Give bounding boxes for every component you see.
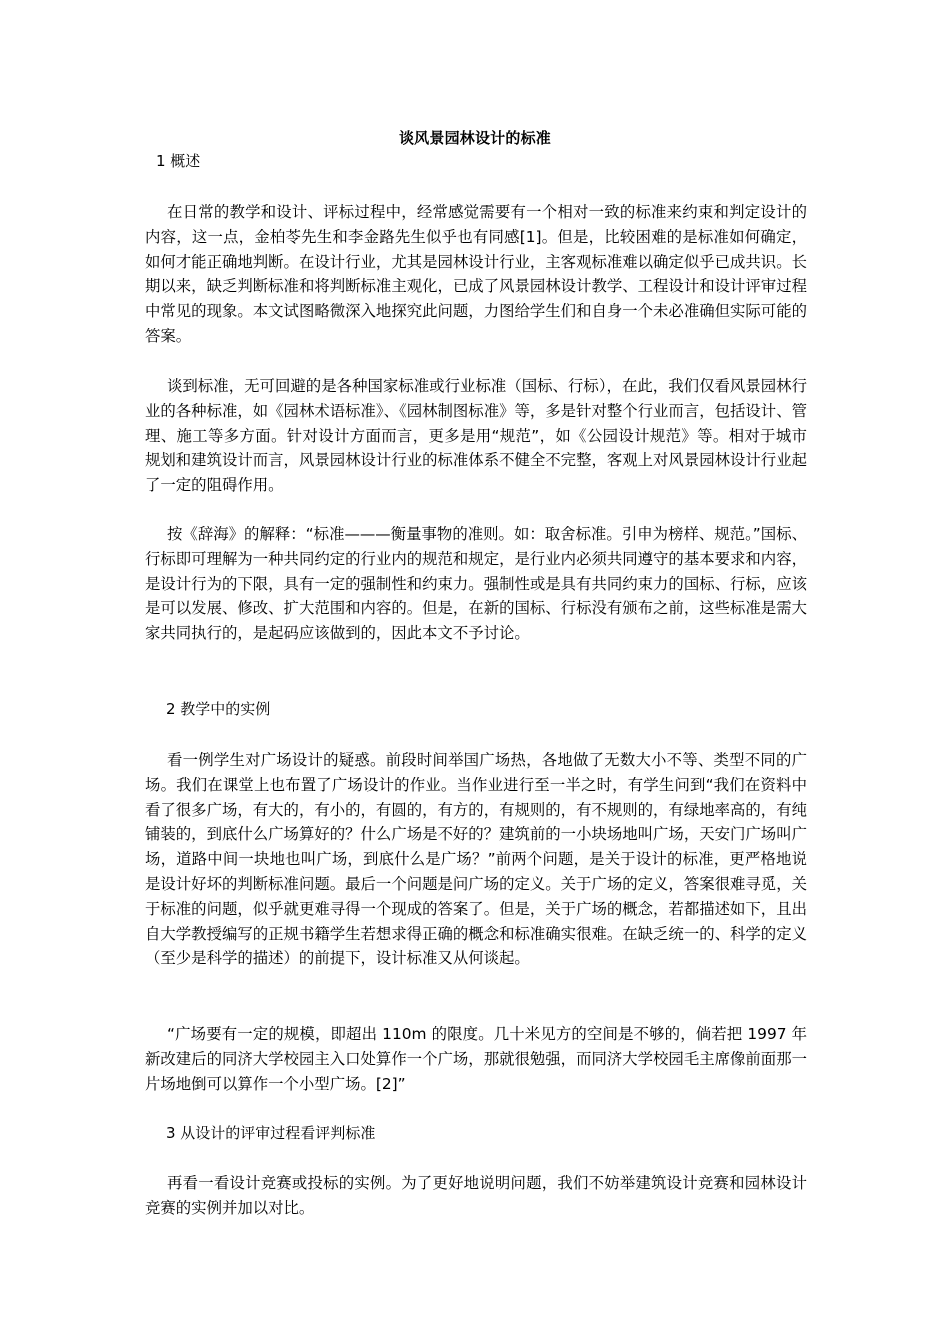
- document-title: 谈风景园林设计的标准: [398, 129, 551, 147]
- paragraph-standards: 谈到标准，无可回避的是各种国家标准或行业标准（国标、行标），在此，我们仅看风景园林行业的各种标准，如《园林术语标准》、《园林制图标准》等，多是针对整个行业而言，包括设计、管理、施工等多方面。针对设计方面而言，更多是用“规范”，如《公园设计规范》等。相对于城市规划和建筑设计而言，风景园林设计行业的标准体系不健全不完整，客观上对风景园林设计行业起了一定的阻碍作用。: [145, 377, 807, 495]
- section-heading-review-process: 3 从设计的评审过程看评判标准: [166, 1124, 376, 1142]
- paragraph-plaza-quote: “广场要有一定的规模，即超出 110m 的限度。几十米见方的空间是不够的，倘若把 1997 年新改建后的同济大学校园主入口处算作一个广场，那就很勉强，而同济大学校园毛主席像前面那一片场地倒可以算作一个小型广场。[2]”: [145, 1025, 807, 1093]
- paragraph-intro: 在日常的教学和设计、评标过程中，经常感觉需要有一个相对一致的标准来约束和判定设计的内容，这一点，金柏苓先生和李金路先生似乎也有同感[1]。但是，比较困难的是标准如何确定，如何才能正确地判断。在设计行业，尤其是园林设计行业，主客观标准难以确定似乎已成共识。长期以来，缺乏判断标准和将判断标准主观化，已成了风景园林设计教学、工程设计和设计评审过程中常见的现象。本文试图略微深入地探究此问题，力图给学生们和自身一个未必准确但实际可能的答案。: [145, 203, 807, 345]
- paragraph-plaza-example: 看一例学生对广场设计的疑惑。前段时间举国广场热，各地做了无数大小不等、类型不同的广场。我们在课堂上也布置了广场设计的作业。当作业进行至一半之时，有学生问到“我们在资料中看了很多广场，有大的，有小的，有圆的，有方的，有规则的，有不规则的，有绿地率高的，有纯铺装的，到底什么广场算好的？什么广场是不好的？建筑前的一小块场地叫广场，天安门广场叫广场，道路中间一块地也叫广场，到底什么是广场？”前两个问题，是关于设计的标准，更严格地说是设计好坏的判断标准问题。最后一个问题是问广场的定义。关于广场的定义，答案很难寻觅，关于标准的问题，似乎就更难寻得一个现成的答案了。但是，关于广场的概念，若都描述如下，且出自大学教授编写的正规书籍学生若想求得正确的概念和标准确实很难。在缺乏统一的、科学的定义（至少是科学的描述）的前提下，设计标准又从何谈起。: [145, 751, 807, 968]
- section-heading-teaching-example: 2 教学中的实例: [166, 700, 271, 718]
- paragraph-cihai-definition: 按《辞海》的解释：“标准———衡量事物的准则。如：取舍标准。引申为榜样、规范。”国标、行标即可理解为一种共同约定的行业内的规范和规定，是行业内必须共同遵守的基本要求和内容，是设计行为的下限，具有一定的强制性和约束力。强制性或是具有共同约束力的国标、行标，应该是可以发展、修改、扩大范围和内容的。但是，在新的国标、行标没有颁布之前，这些标准是需大家共同执行的，是起码应该做到的，因此本文不予讨论。: [145, 525, 807, 643]
- section-heading-overview: 1 概述: [156, 152, 201, 170]
- paragraph-competition-example: 再看一看设计竞赛或投标的实例。为了更好地说明问题，我们不妨举建筑设计竞赛和园林设计竞赛的实例并加以对比。: [145, 1174, 807, 1217]
